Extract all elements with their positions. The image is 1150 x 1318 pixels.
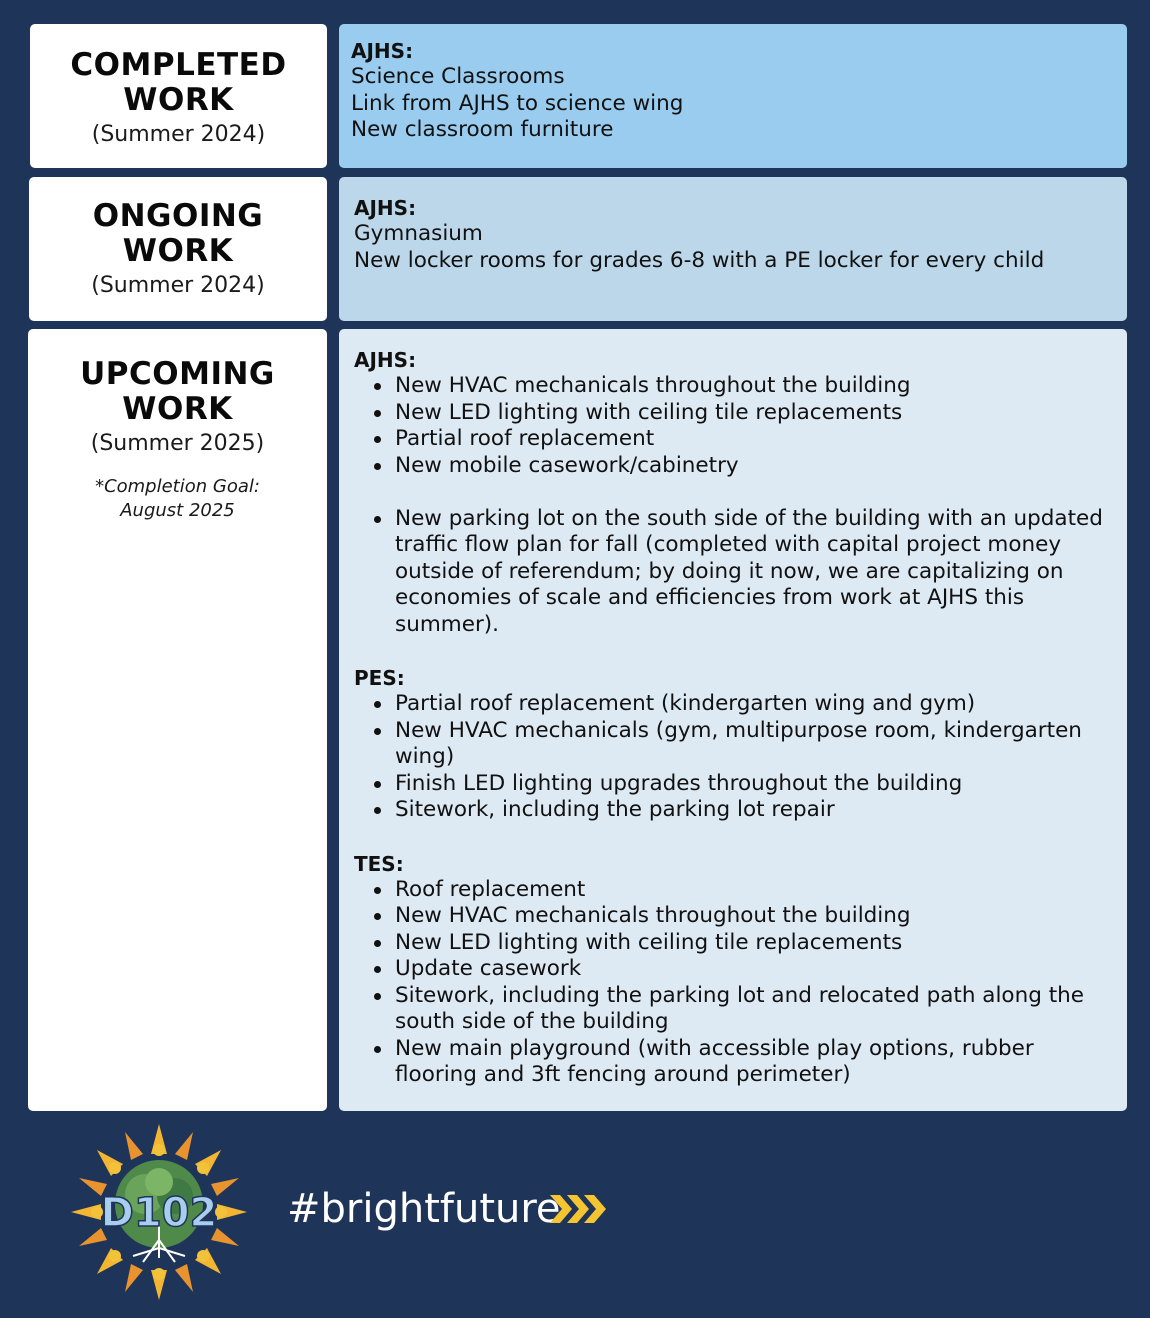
pes-heading: PES: [354,666,405,690]
ongoing-title-line1: ONGOING [92,198,264,234]
ongoing-heading: AJHS: [354,196,417,220]
list-item: Roof replacement [354,877,1107,904]
pes-list [354,691,1107,824]
ajhs-heading: AJHS: [354,348,417,372]
completed-item: Science Classrooms [351,64,565,89]
ongoing-content-box [339,177,1127,321]
list-item: Sitework, including the parking lot repair [354,797,1107,824]
upcoming-label-box [28,329,327,1111]
list-item: New HVAC mechanicals throughout the building [354,903,1107,930]
upcoming-period: (Summer 2025) [90,431,265,456]
completed-item: New classroom furniture [351,117,614,142]
hashtag-text: #brightfuture [287,1186,561,1232]
list-item: New parking lot on the south side of the building with an updated traffic flow plan for fall (completed with capital project money outside of referendum; by doing it now, we are capitalizing on economies of scale and efficiencies from work at AJHS this summer). [354,506,1107,639]
completed-content-box [339,24,1127,168]
ongoing-label-box [29,177,327,321]
ajhs-extra-list [354,506,1107,639]
completion-goal-label: *Completion Goal: [95,476,260,497]
list-item: Update casework [354,956,1107,983]
list-item: New mobile casework/cabinetry [354,453,1107,480]
completed-title-line1: COMPLETED [70,47,287,83]
completed-heading: AJHS: [351,39,414,63]
completion-goal-date: August 2025 [120,500,235,521]
completed-label-box [30,24,327,168]
d102-logo [66,1122,252,1306]
sun-logo-icon [66,1122,252,1302]
list-item: Partial roof replacement [354,426,1107,453]
logo-text: D102 [100,1190,218,1236]
list-item: New main playground (with accessible play options, rubber flooring and 3ft fencing around perimeter) [354,1036,1107,1089]
list-item: New HVAC mechanicals throughout the building [354,373,1107,400]
completed-title-line2: WORK [123,82,234,118]
completion-goal-note [28,475,327,523]
ongoing-title-line2: WORK [122,233,234,269]
upcoming-title-line2: WORK [122,391,233,427]
ongoing-item: New locker rooms for grades 6-8 with a PE locker for every child [354,247,1045,273]
list-item: New LED lighting with ceiling tile replacements [354,930,1107,957]
chevrons-icon [550,1193,608,1229]
ajhs-list [354,373,1107,479]
completed-item: Link from AJHS to science wing [351,90,684,116]
tes-list [354,877,1107,1089]
tes-heading: TES: [354,851,404,876]
list-item: Partial roof replacement (kindergarten wing and gym) [354,691,1107,718]
list-item: New LED lighting with ceiling tile replacements [354,400,1107,427]
completed-period: (Summer 2024) [91,122,266,147]
ongoing-period: (Summer 2024) [91,273,265,298]
upcoming-title-line1: UPCOMING [80,356,275,392]
ongoing-item: Gymnasium [354,221,483,246]
list-item: Finish LED lighting upgrades throughout the building [354,771,1107,798]
upcoming-content-box [339,329,1127,1111]
list-item: New HVAC mechanicals (gym, multipurpose room, kindergarten wing) [354,718,1107,771]
list-item: Sitework, including the parking lot and relocated path along the south side of the building [354,983,1107,1036]
